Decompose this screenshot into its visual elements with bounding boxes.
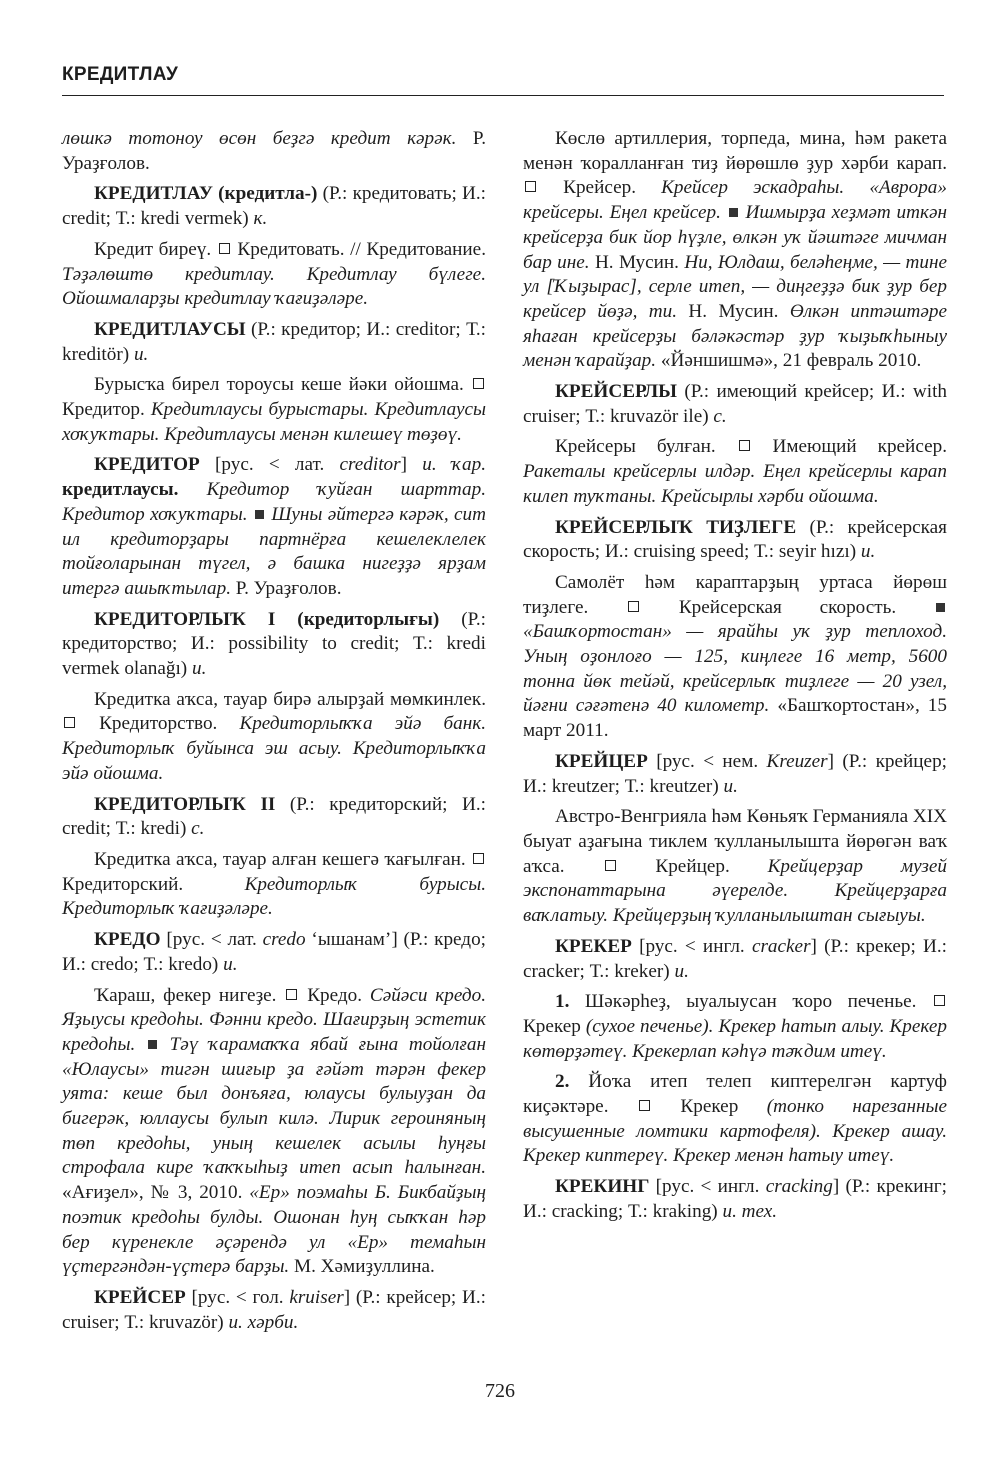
definition: Самолёт һәм караптарҙың уртаса йөрөш тиҙлеге. Крейсерская скорость. «Башҡортостан» — ярайһы уҡ ҙур теплоход. Уның оҙонлоғо — 125, киңлеге 16 метр, 5600 тонна йөк тейәй, крейсерлыҡ тиҙлеге — 20 узел, йәғни сәғәтенә 40 километр. «Башҡортостан», 15 март 2011. [523,571,947,742]
equivalent-box-icon [473,378,484,389]
quotation-square-icon [148,1040,157,1049]
definition: Крейсеры булған. Имеющий крейсер. Ракеталы крейсерлы илдәр. Еңел крейсерлы карап килеп туҡтаны. Крейсырлы хәрби ойошма. [523,436,947,507]
entry-kredo: КРЕДО [рус. < лат. credo ‘ышанам’] (Р.: кредо; И.: credo; Т.: kredo) и. [62,929,486,975]
definition: Кредитка аҡса, тауар бирә алырҙай мөмкинлек. Кредиторство. Кредиторлыҡҡа эйә банк. Кредиторлыҡ буйынса эш асыу. Кредиторлыҡҡа эйә ойошма. [62,688,486,784]
entry-kreditor: КРЕДИТОР [рус. < лат. creditor] и. ҡар. кредитлаусы. Кредитор ҡуйған шарттар. Кредитор хоҡуҡтары. Шуны әйтергә кәрәк, сит ил кредиторҙары партнёрға кешелеклелек тойғоларынан түгел, ә башка нигеҙҙә ярҙам итергә ашыҡтылар. Р. Ураҙғолов. [62,454,487,599]
equivalent-box-icon [739,440,750,451]
quotation-square-icon [729,208,738,217]
entry-kreyserlyk-tizlege: КРЕЙСЕРЛЫҠ ТИҘЛЕГЕ (Р.: крейсерская скорость; И.: cruising speed; Т.: seyir hızı) и. [523,516,947,563]
headword: КРЕЙСЕРЛЫ [555,381,677,403]
definition: Ҡараш, фекер нигеҙе. Кредо. Сәйәси кредо. Яҙыусы кредоһы. Фәнни кредо. Шағирҙың эстетик кредоһы. Тәү ҡарамаҡҡа ябай ғына тойолған «Юлаусы» тигән шиғыр ҙа ғәйәт тәрән фекер уята: кеше был донъяға, юлаусы булыуҙан да бигерәк, юллаусы булып килә. Лирик героиняның төп кредоһы, уның кешелек асылы һуңғы строфала кире ҡаҡҡыһыҙ итеп асып һалынған. «Ағиҙел», № 3, 2010. «Ер» поэмаһы Б. Бикбайҙың поэтик кредоһы булды. Ошонан һуң сыҡҡан һәр бер күренекле әҫәрендә ул «Ер» темаһын үҫтергәндән-үҫтерә барҙы. М. Хәмиҙуллина. [62,984,487,1278]
definition: Австро-Венгрияла һәм Көньяҡ Германияла XIX быуат аҙағына тиклем ҡулланылышта йөрөгән ваҡ аҡса. Крейцер. Крейцерҙар музей экспонаттарына әүерелде. Крейцерҙарға ваҡлатыу. Крейцерҙың ҡулланылыштан сығыуы. [523,806,947,927]
header-rule [62,95,944,96]
equivalent-box-icon [286,989,297,1000]
equivalent-box-icon [473,853,484,864]
equivalent-box-icon [64,717,75,728]
sense-1: 1. Шәкәрһеҙ, ыуалыусан ҡоро печенье. Крекер (сухое печенье). Крекер һатып алыу. Крекер көтөрҙәтеү. Крекерлап кәһүә тәҡдим итеү. [523,991,947,1062]
entry-kreditorlyk-1: КРЕДИТОРЛЫҠ I (кредиторлығы) (Р.: кредиторство; И.: possibility to credit; Т.: kredi vermek olanağı) и. [62,608,486,680]
headword: КРЕДИТОРЛЫҠ II [94,793,276,815]
definition: Кредит биреү. Кредитовать. // Кредитование. Тәҙәлөштө кредитлау. Кредитлау бүлеге. Ойошмаларҙы кредитлау ҡағиҙәләре. [62,238,486,310]
running-head: КРЕДИТЛАУ [62,64,179,85]
equivalent-box-icon [628,601,639,612]
entry-kreytser: КРЕЙЦЕР [рус. < нем. Kreuzer] (Р.: крейцер; И.: kreutzer; Т.: kreutzer) и. [523,750,947,797]
headword: КРЕДИТОР [94,454,200,476]
headword: КРЕКЕР [555,935,632,957]
page-number: 726 [485,1380,515,1402]
headword: КРЕДИТОРЛЫҠ I (кредиторлығы) [94,608,440,630]
entry-kreditlau: КРЕДИТЛАУ (кредитла-) (Р.: кредитовать; И.: credit; Т.: kredi vermek) к. [62,183,486,230]
entry-continuation: лөшкә тотоноу өсөн беҙгә кредит кәрәк. Р. Ураҙғолов. [62,128,486,174]
equivalent-box-icon [525,181,536,192]
headword: КРЕДИТЛАУ (кредитла-) [94,183,318,205]
headword: КРЕДО [94,929,161,951]
entry-kreyser: КРЕЙСЕР [рус. < гол. kruiser] (Р.: крейсер; И.: cruiser; Т.: kruvazör) и. хәрби. [62,1286,487,1333]
entry-kreditlausy: КРЕДИТЛАУСЫ (Р.: кредитор; И.: creditor; Т.: kreditör) и. [62,318,486,365]
sense-2: 2. Йоҡа итеп телеп киптерелгән картуф киҫәктәре. Крекер (тонко нарезанные высушенные ломтики картофеля). Крекер ашау. Крекер киптереү. Крекер менән һатыу итеү. [523,1071,947,1167]
left-column [62,127,486,1341]
right-column [523,127,947,1231]
definition: Бурысҡа бирел тороусы кеше йәки ойошма. Кредитор. Кредитлаусы бурыстары. Кредитлаусы хоҡуҡтары. Кредитлаусы менән килешеү төҙөү. [62,374,486,445]
equivalent-box-icon [639,1100,650,1111]
entry-kreyserly: КРЕЙСЕРЛЫ (Р.: имеющий крейсер; И.: with cruiser; Т.: kruvazör ile) с. [523,381,947,427]
entry-kreditorlyk-2: КРЕДИТОРЛЫҠ II (Р.: кредиторский; И.: credit; Т.: kredi) с. [62,793,486,840]
equivalent-box-icon [219,243,230,254]
entry-kreker: КРЕКЕР [рус. < ингл. cracker] (Р.: крекер; И.: cracker; Т.: kreker) и. [523,935,948,982]
equivalent-box-icon [934,995,945,1006]
definition: Көслө артиллерия, торпеда, мина, һәм ракета менән ҡоралланған тиҙ йөрөшлө ҙур хәрби карап. Крейсер. Крейсер эскадраһы. «Аврора» крейсеры. Еңел крейсер. Ишмырҙа хеҙмәт иткән крейсерҙа бик йор һүҙле, өлкән уҡ йәштәге мичман бар ине. Н. Мусин. Ни, Юлдаш, беләһеңме, — тине ул [Ҡыҙырас], серле итеп, — диңгеҙҙә бик ҙур бер крейсер йөҙә, ти. Н. Мусин. Өлкән иптәштәре яһаған крейсерҙы бәләкәстәр ҙур ҡыҙыҡһыныу менән ҡарайҙар. «Йәншишмә», 21 февраль 2010. [523,128,947,372]
equivalent-box-icon [605,860,616,871]
headword: КРЕКИНГ [555,1176,650,1198]
headword: КРЕЙСЕР [94,1286,186,1308]
quotation-square-icon [936,603,945,612]
headword: КРЕЙСЕРЛЫҠ ТИҘЛЕГЕ [555,516,797,538]
headword: КРЕЙЦЕР [555,750,648,772]
quotation-square-icon [255,510,264,519]
definition: Кредитка аҡса, тауар алған кешегә ҡағылған. Кредиторский. Кредиторлыҡ бурысы. Кредиторлыҡ ҡағиҙәләре. [62,848,486,920]
headword: КРЕДИТЛАУСЫ [94,318,246,340]
entry-kreking: КРЕКИНГ [рус. < ингл. cracking] (Р.: крекинг; И.: cracking; Т.: kraking) и. тех. [523,1176,948,1222]
